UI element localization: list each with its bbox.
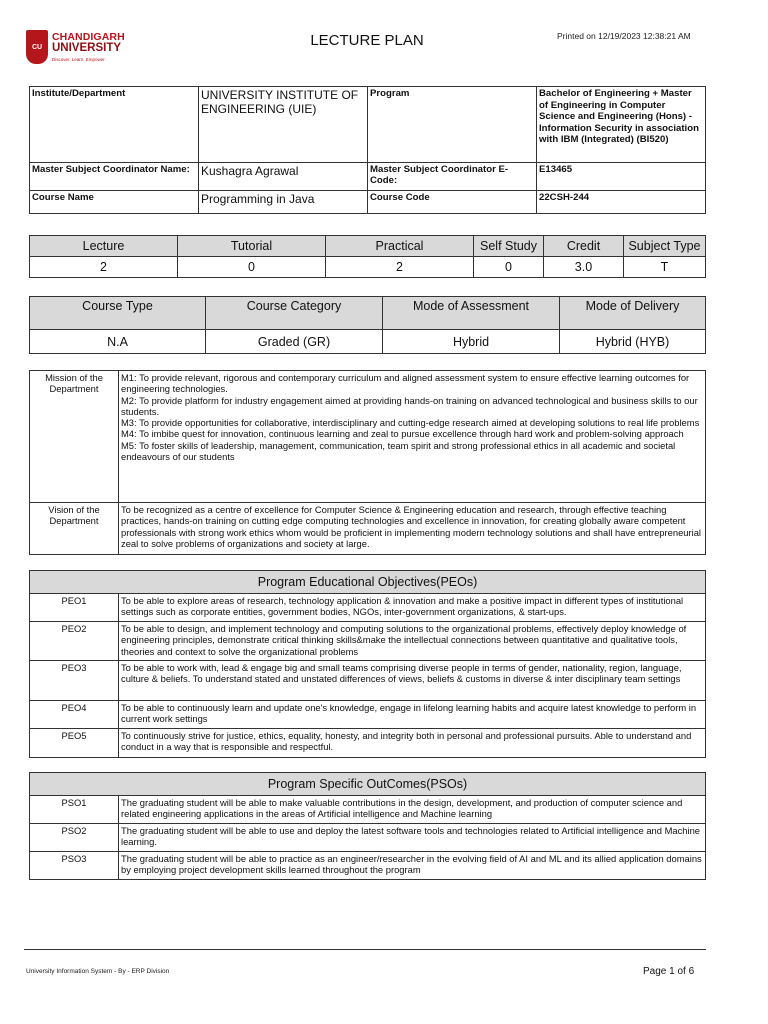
mission-label: Mission of the Department bbox=[30, 371, 119, 503]
course-code-value: 22CSH-244 bbox=[537, 191, 706, 214]
credits-header-credit: Credit bbox=[544, 236, 624, 257]
credits-tutorial-value: 0 bbox=[178, 257, 326, 278]
pso-table bbox=[29, 772, 706, 880]
table-row bbox=[30, 191, 706, 214]
vision-label: Vision of the Department bbox=[30, 503, 119, 555]
mode-of-assessment-value: Hybrid bbox=[383, 330, 560, 354]
pso-title: Program Specific OutComes(PSOs) bbox=[30, 773, 706, 796]
course-category-header: Course Category bbox=[206, 297, 383, 330]
course-type-value: N.A bbox=[30, 330, 206, 354]
table-row bbox=[30, 257, 706, 278]
program-label: Program bbox=[368, 87, 537, 163]
peo-text: To be able to work with, lead & engage big and small teams comprising diverse people in terms of gender, nationality, region, language, culture & beliefs. To understand stated and unstated differences of views, beliefs & customs in diverse & inter disciplinary team settings bbox=[119, 661, 706, 701]
pso-code: PSO1 bbox=[30, 796, 119, 824]
peo-text: To continuously strive for justice, ethics, equality, honesty, and integrity both in personal and professional pursuits. Able to understand and conduct in a way that is responsible and respectful. bbox=[119, 729, 706, 758]
ecode-value: E13465 bbox=[537, 163, 706, 191]
mission-item: M3: To provide opportunities for collaborative, interdisciplinary and cutting-edge research aimed at developing solutions to real life problems bbox=[121, 417, 700, 429]
mission-list bbox=[119, 371, 706, 503]
mission-item: M1: To provide relevant, rigorous and contemporary curriculum and aligned assessment system to ensure effective learning outcomes for engineering technologies. bbox=[121, 372, 690, 395]
printed-timestamp: Printed on 12/19/2023 12:38:21 AM bbox=[557, 31, 691, 41]
mission-vision-table bbox=[29, 370, 706, 555]
mission-item: M5: To foster skills of leadership, management, communication, team spirit and strong professional ethics in all academic and societal endeavours of our students bbox=[121, 439, 676, 463]
table-row bbox=[30, 824, 706, 852]
pso-text: The graduating student will be able to use and deploy the latest software tools and technologies related to Artificial intelligence and Machine learning. bbox=[119, 824, 706, 852]
table-row bbox=[30, 371, 706, 503]
logo-tagline: Discover. Learn. Empower. bbox=[52, 57, 106, 62]
ecode-label: Master Subject Coordinator E-Code: bbox=[368, 163, 537, 191]
table-row bbox=[30, 622, 706, 661]
peo-code: PEO4 bbox=[30, 701, 119, 729]
vision-text: To be recognized as a centre of excellence for Computer Science & Engineering education and research, through effective teaching practices, hands-on training on cutting edge computing technologies and excellence in innovation, for creating globally aware competent professionals with strong work ethics whom would be proficient in implementing modern technology solutions and shall have entrepreneurial zeal to solve problems of organizations and society at large. bbox=[119, 503, 706, 555]
table-header-row bbox=[30, 571, 706, 594]
course-name-value: Programming in Java bbox=[199, 191, 368, 214]
logo-mark: CU bbox=[31, 43, 43, 51]
peo-title: Program Educational Objectives(PEOs) bbox=[30, 571, 706, 594]
coordinator-label: Master Subject Coordinator Name: bbox=[30, 163, 199, 191]
table-row bbox=[30, 163, 706, 191]
table-header-row bbox=[30, 297, 706, 330]
table-row bbox=[30, 87, 706, 163]
footer-system-name: University Information System - By - ERP Division bbox=[26, 968, 170, 975]
credits-header-practical: Practical bbox=[326, 236, 474, 257]
peo-text: To be able to design, and implement technology and computing solutions to the organizational problems, effectively deploy knowledge of engineering principles, demonstrate critical thinking skills&make the intellectual connections between quantitative and qualitative tools, theories and context to solve the organizational problems bbox=[119, 622, 706, 661]
mode-of-delivery-value: Hybrid (HYB) bbox=[560, 330, 706, 354]
coordinator-value: Kushagra Agrawal bbox=[199, 163, 368, 191]
course-code-label: Course Code bbox=[368, 191, 537, 214]
logo-name-line1: CHANDIGARH bbox=[52, 31, 125, 43]
peo-code: PEO5 bbox=[30, 729, 119, 758]
peo-code: PEO2 bbox=[30, 622, 119, 661]
pso-code: PSO2 bbox=[30, 824, 119, 852]
peo-text: To be able to explore areas of research, technology application & innovation and make a positive impact in different types of institutional settings such as corporate entities, government bodies, NGOs, inter-government organizations, & start-ups. bbox=[119, 594, 706, 622]
credits-self-study-value: 0 bbox=[474, 257, 544, 278]
table-row bbox=[30, 701, 706, 729]
table-row bbox=[30, 796, 706, 824]
table-header-row bbox=[30, 773, 706, 796]
credits-header-tutorial: Tutorial bbox=[178, 236, 326, 257]
pso-text: The graduating student will be able to make valuable contributions in the design, development, and production of computer science and related engineering applications in the areas of Artificial intelligence and Machine learning bbox=[119, 796, 706, 824]
table-row bbox=[30, 594, 706, 622]
footer-divider bbox=[24, 949, 706, 950]
institute-label: Institute/Department bbox=[30, 87, 199, 163]
credits-credit-value: 3.0 bbox=[544, 257, 624, 278]
credits-table bbox=[29, 235, 706, 278]
course-type-table bbox=[29, 296, 706, 354]
credits-practical-value: 2 bbox=[326, 257, 474, 278]
peo-code: PEO3 bbox=[30, 661, 119, 701]
mode-of-assessment-header: Mode of Assessment bbox=[383, 297, 560, 330]
table-row bbox=[30, 330, 706, 354]
peo-text: To be able to continuously learn and update one's knowledge, engage in lifelong learning habits and acquire latest knowledge to perform in current work settings bbox=[119, 701, 706, 729]
pso-code: PSO3 bbox=[30, 852, 119, 880]
course-category-value: Graded (GR) bbox=[206, 330, 383, 354]
institute-value: UNIVERSITY INSTITUTE OF ENGINEERING (UIE) bbox=[199, 87, 368, 163]
credits-header-lecture: Lecture bbox=[30, 236, 178, 257]
credits-lecture-value: 2 bbox=[30, 257, 178, 278]
table-row bbox=[30, 503, 706, 555]
page-title: LECTURE PLAN bbox=[310, 32, 424, 49]
course-type-header: Course Type bbox=[30, 297, 206, 330]
mission-item: M2: To provide platform for industry engagement aimed at providing hands-on training on advanced technological and business skills to our students. bbox=[121, 394, 698, 417]
mission-item: M4: To imbibe quest for innovation, continuous learning and zeal to pursue excellence through hard work and problem-solving approach bbox=[121, 428, 684, 440]
credits-subject-type-value: T bbox=[624, 257, 706, 278]
mode-of-delivery-header: Mode of Delivery bbox=[560, 297, 706, 330]
peo-table bbox=[29, 570, 706, 758]
logo-name-line2: UNIVERSITY bbox=[52, 42, 122, 54]
course-info-table bbox=[29, 86, 706, 214]
credits-header-self-study: Self Study bbox=[474, 236, 544, 257]
credits-header-subject-type: Subject Type bbox=[624, 236, 706, 257]
page-number: Page 1 of 6 bbox=[643, 966, 695, 977]
peo-code: PEO1 bbox=[30, 594, 119, 622]
table-row bbox=[30, 852, 706, 880]
course-name-label: Course Name bbox=[30, 191, 199, 214]
table-row bbox=[30, 729, 706, 758]
table-row bbox=[30, 661, 706, 701]
pso-text: The graduating student will be able to practice as an engineer/researcher in the evolving field of AI and ML and its allied application domains by employing project development skills learned throughout the program bbox=[119, 852, 706, 880]
table-header-row bbox=[30, 236, 706, 257]
program-value: Bachelor of Engineering + Master of Engineering in Computer Science and Engineering (Hons) - Information Security in association with IBM (Integrated) (BI520) bbox=[537, 87, 706, 163]
